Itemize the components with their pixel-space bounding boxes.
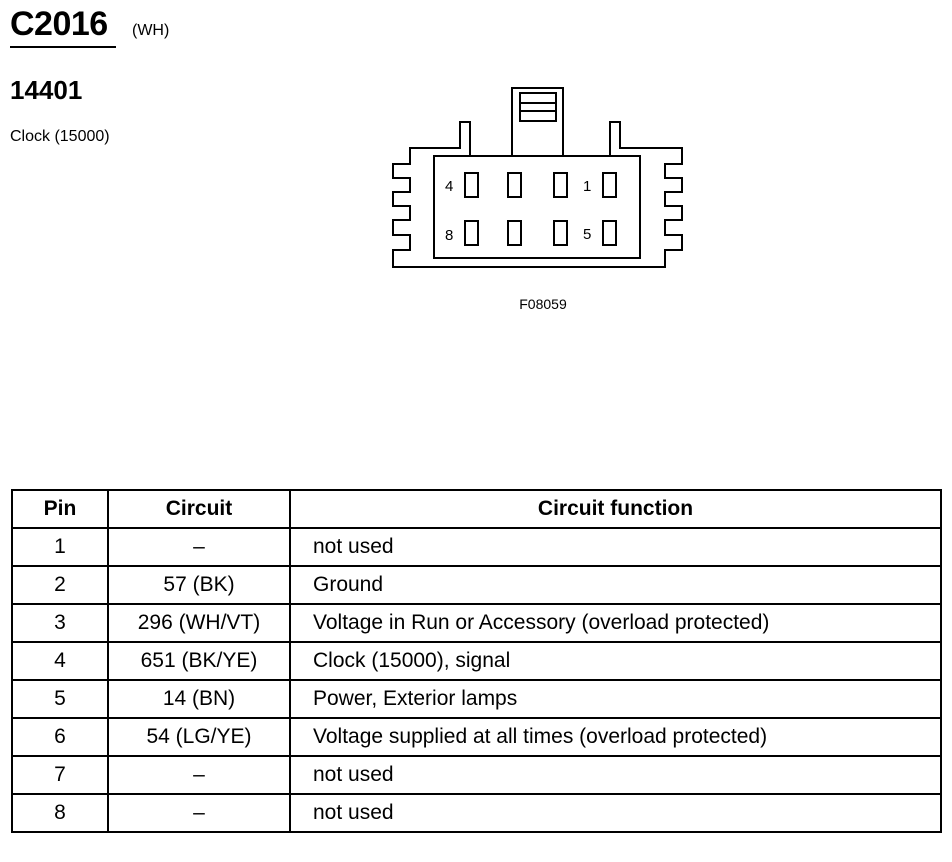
cell-function: not used: [290, 794, 941, 832]
cell-pin: 2: [12, 566, 108, 604]
table-row: [12, 718, 941, 756]
connector-color: (WH): [132, 22, 170, 39]
cell-function: not used: [290, 756, 941, 794]
connector-face-diagram: [0, 0, 952, 330]
cell-function: Clock (15000), signal: [290, 642, 941, 680]
header-function: Circuit function: [290, 490, 941, 528]
table-row: [12, 756, 941, 794]
terminal-pin-3: [508, 173, 521, 197]
pin-label-4: 4: [445, 178, 454, 195]
latch-tab: [520, 93, 556, 121]
cell-circuit: 651 (BK/YE): [108, 642, 290, 680]
cell-pin: 3: [12, 604, 108, 642]
terminal-pin-2: [554, 173, 567, 197]
table-row: [12, 604, 941, 642]
cell-pin: 7: [12, 756, 108, 794]
cell-circuit: 296 (WH/VT): [108, 604, 290, 642]
cell-function: Voltage in Run or Accessory (overload protected): [290, 604, 941, 642]
table-header-row: [12, 490, 941, 528]
table-row: [12, 528, 941, 566]
pin-table: [11, 489, 942, 833]
cell-circuit: –: [108, 528, 290, 566]
cell-circuit: 57 (BK): [108, 566, 290, 604]
terminal-pin-5: [603, 221, 616, 245]
part-number: 14401: [10, 75, 83, 105]
pin-label-8: 8: [445, 227, 454, 244]
cell-function: Voltage supplied at all times (overload protected): [290, 718, 941, 756]
cell-circuit: –: [108, 794, 290, 832]
table-row: [12, 642, 941, 680]
cell-function: not used: [290, 528, 941, 566]
connector-housing-outline: [393, 88, 682, 267]
connector-id: C2016: [10, 5, 108, 43]
table-row: [12, 566, 941, 604]
cell-pin: 6: [12, 718, 108, 756]
cell-pin: 5: [12, 680, 108, 718]
cell-circuit: –: [108, 756, 290, 794]
figure-id: F08059: [519, 296, 567, 312]
pin-label-1: 1: [583, 178, 592, 195]
header-pin: Pin: [12, 490, 108, 528]
cell-pin: 4: [12, 642, 108, 680]
component-name: Clock (15000): [10, 128, 110, 145]
pin-label-5: 5: [583, 226, 592, 243]
terminal-pin-7: [508, 221, 521, 245]
cell-circuit: 54 (LG/YE): [108, 718, 290, 756]
table-row: [12, 680, 941, 718]
terminal-pin-4: [465, 173, 478, 197]
terminal-pin-8: [465, 221, 478, 245]
terminal-pin-6: [554, 221, 567, 245]
cell-function: Power, Exterior lamps: [290, 680, 941, 718]
header-circuit: Circuit: [108, 490, 290, 528]
cell-pin: 1: [12, 528, 108, 566]
terminal-pin-1: [603, 173, 616, 197]
table-row: [12, 794, 941, 832]
cell-pin: 8: [12, 794, 108, 832]
cell-circuit: 14 (BN): [108, 680, 290, 718]
cell-function: Ground: [290, 566, 941, 604]
